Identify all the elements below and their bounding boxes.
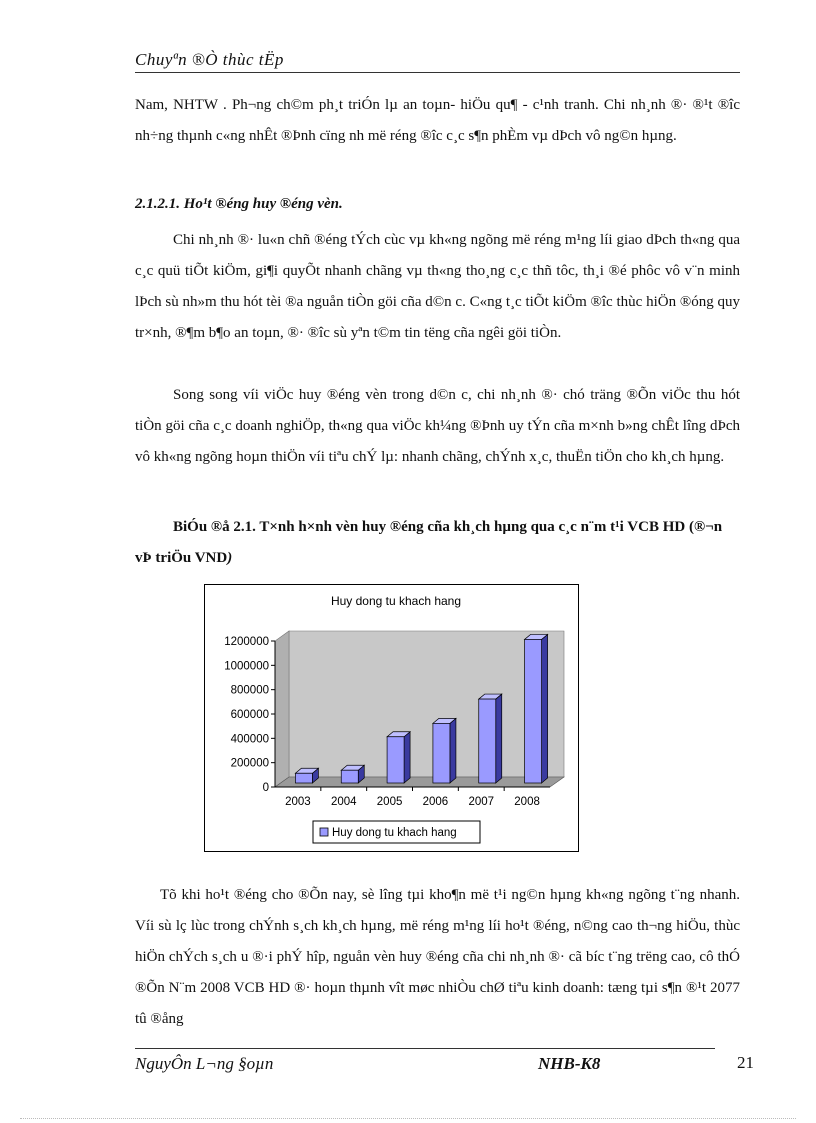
caption-label: BiÓu ®å 2.1. xyxy=(173,519,256,535)
x-tick-label: 2006 xyxy=(422,796,449,808)
bar-side xyxy=(450,718,456,783)
y-tick-label: 800000 xyxy=(230,684,269,697)
footer-author: NguyÔn L¬ng §oµn xyxy=(135,1054,274,1073)
y-tick-label: 1200000 xyxy=(224,636,269,648)
chart-back-wall xyxy=(289,631,564,777)
bar-2008 xyxy=(525,634,548,783)
y-tick-label: 200000 xyxy=(230,757,269,770)
bar-side xyxy=(542,634,548,783)
y-tick-label: 400000 xyxy=(230,733,269,746)
bar-2003 xyxy=(295,768,318,783)
bar-front xyxy=(387,737,404,783)
y-tick-label: 0 xyxy=(262,782,269,794)
bar-2006 xyxy=(433,718,456,783)
page-number: 21 xyxy=(737,1053,754,1072)
x-tick-label: 2005 xyxy=(376,796,403,808)
paragraph-growth: Tõ khi ho¹t ®éng cho ®Õn nay, sè lîng tµi kho¶n më t¹i ng©n hµng kh«ng ngõng t¨ng nhanh. Víi sù lç lùc trong chÝnh s¸ch kh¸ch hµng, më réng m¹ng líi ho¹t ®éng, n©ng cao th¬ng hiÖu, thùc hiÖn chÝch s¸ch u ®·i phÝ hîp, nguån vèn huy ®éng cña chi nh¸nh ®· cã bíc t¨ng trëng cao, cô thÓ ®Õn N¨m 2008 VCB HD ®· hoµn thµnh vît møc nhiÒu chØ tiªu kinh doanh: tæng tµi s¶n ®¹t 2077 tû ®ång xyxy=(135,887,740,1027)
bar-front xyxy=(479,699,496,783)
bar-2004 xyxy=(341,765,364,783)
y-tick-label: 1000000 xyxy=(224,660,269,673)
bar-2005 xyxy=(387,732,410,783)
paragraph-intro: Nam, NHTW . Ph¬ng ch©m ph¸t triÓn lµ an toµn- hiÖu qu¶ - c¹nh tranh. Chi nh¸nh ®· ®¹t ®îc nh÷ng thµnh c«ng nhÊt ®Þnh cïng nh më réng ®îc c¸c s¶n phÈm vµ dÞch vô ng©n hµng. xyxy=(135,97,740,144)
section-heading: 2.1.2.1. Ho¹t ®éng huy ®éng vèn. xyxy=(135,196,343,212)
bar-side xyxy=(404,732,410,783)
x-tick-label: 2007 xyxy=(468,796,495,808)
chart-caption xyxy=(135,512,740,574)
footer-class: NHB-K8 xyxy=(538,1054,601,1073)
paragraph-deposit: Chi nh¸nh ®· lu«n chñ ®éng tÝch cùc vµ kh«ng ngõng më réng m¹ng líi giao dÞch th«ng qua c¸c quü tiÕt kiÖm, gi¶i quyÕt nhanh chãng vµ th«ng tho¸ng c¸c thñ tôc, th¸i ®é phôc vô v¨n minh lÞch sù nh»m thu hót tèi ®a nguån tiÒn göi cña d©n c. C«ng t¸c tiÕt kiÖm ®îc thùc hiÖn ®óng quy tr×nh, ®¶m b¶o an toµn, ®· ®îc sù yªn t©m tin tëng cña ngêi göi tiÒn. xyxy=(135,232,740,341)
footer-divider xyxy=(135,1048,715,1049)
caption-end: ) xyxy=(227,550,233,566)
bar-front xyxy=(433,723,450,783)
legend-swatch xyxy=(320,828,328,836)
y-tick-label: 600000 xyxy=(230,709,269,721)
bar-side xyxy=(496,694,502,783)
x-tick-label: 2003 xyxy=(285,796,311,808)
bar-front xyxy=(295,773,312,783)
bar-2007 xyxy=(479,694,502,783)
caption-text: T×nh h×nh vèn huy ®éng cña kh¸ch hµng qua c¸c n¨m t¹i VCB HD (®¬n vÞ triÖu VND xyxy=(135,519,723,566)
bar-front xyxy=(341,770,358,783)
page-header: Chuyªn ®Ò thùc tËp xyxy=(135,50,740,73)
page-bottom-border xyxy=(20,1118,796,1119)
chart-title: Huy dong tu khach hang xyxy=(330,594,462,608)
chart-side-wall xyxy=(275,631,289,787)
legend-label: Huy dong tu khach hang xyxy=(332,827,457,839)
x-tick-label: 2008 xyxy=(514,796,540,808)
chart-svg xyxy=(205,585,578,851)
x-tick-label: 2004 xyxy=(330,796,357,808)
chart-legend xyxy=(313,821,480,843)
bar-front xyxy=(525,639,542,783)
bar-chart xyxy=(204,584,579,852)
paragraph-enterprise: Song song víi viÖc huy ®éng vèn trong d©n c, chi nh¸nh ®· chó träng ®Õn viÖc thu hót tiÒn göi cña c¸c doanh nghiÖp, th«ng qua viÖc kh¼ng ®Þnh uy tÝn cña m×nh b»ng chÊt lîng dÞch vô kh«ng ngõng hoµn thiÖn víi tiªu chÝ lµ: nhanh chãng, chÝnh x¸c, thuËn tiÖn cho kh¸ch hµng. xyxy=(135,387,740,465)
